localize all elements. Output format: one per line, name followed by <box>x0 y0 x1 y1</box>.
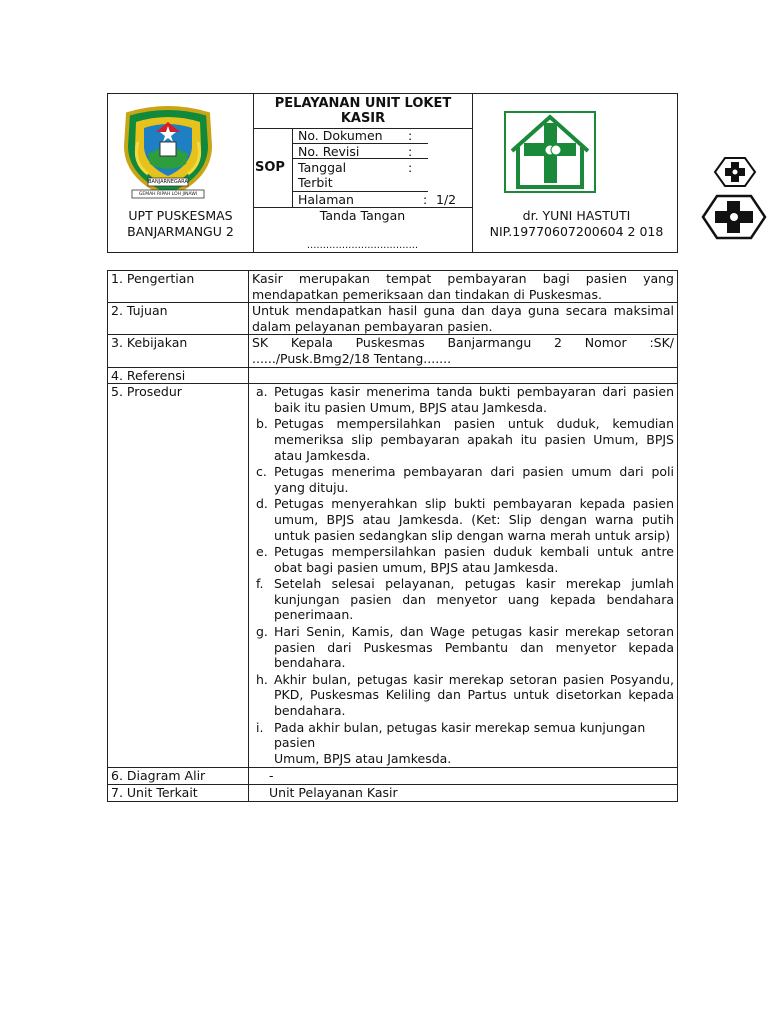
field-halaman-sep: : <box>423 192 428 207</box>
row-label: 7. Unit Terkait <box>108 785 249 802</box>
field-halaman-label: Halaman <box>298 192 354 207</box>
row-text: Kasir merupakan tempat pembayaran bagi pasien yang mendapatkan pemeriksaan dan tindakan di Puskesmas. <box>249 271 678 303</box>
table-row <box>108 335 678 367</box>
list-item: e. Petugas mempersilahkan pasien duduk kembali untuk antre obat bagi pasien umum, BPJS atau Jamkesda. <box>256 544 674 575</box>
logo-banner-text: BANJARNEGARA <box>148 179 188 185</box>
list-item: d. Petugas menyerahkan slip bukti pembayaran kepada pasien umum, BPJS atau Jamkesda. (Ket: Slip dengan warna putih untuk pasien sedangkan slip dengan warna merah untuk arsip) <box>256 496 674 543</box>
signer-nip: NIP.19770607200604 2 018 <box>489 224 664 239</box>
puskesmas-small-icon <box>713 155 757 192</box>
sop-label: SOP <box>255 160 285 175</box>
logo-motto-text: GEMAH RIPAH LOH JINAWI <box>138 192 198 197</box>
field-tanggal-terbit-sep: : <box>408 160 413 175</box>
row-label: 6. Diagram Alir <box>108 768 249 785</box>
list-item: g. Hari Senin, Kamis, dan Wage petugas kasir merekap setoran pasien dari Puskesmas Pembantu dan menyetor kepada bendahara. <box>256 624 674 671</box>
row-text: Unit Pelayanan Kasir <box>249 785 678 802</box>
field-halaman-value: 1/2 <box>436 192 457 207</box>
list-item: i. Pada akhir bulan, petugas kasir merekap semua kunjungan pasien Umum, BPJS atau Jamkesda. <box>256 719 646 766</box>
table-row <box>108 367 678 384</box>
row-label: 3. Kebijakan <box>108 335 249 367</box>
puskesmas-logo <box>504 111 596 193</box>
row-text <box>249 367 678 384</box>
procedure-list <box>255 384 674 766</box>
field-no-dokumen-sep: : <box>408 128 413 143</box>
list-item: a. Petugas kasir menerima tanda bukti pembayaran dari pasien baik itu pasien Umum, BPJS atau Jamkesda. <box>256 384 674 415</box>
table-row <box>108 303 678 335</box>
signature-label: Tanda Tangan <box>319 208 406 223</box>
sop-header <box>107 93 678 253</box>
signature-line: ................................... <box>306 240 419 251</box>
row-text: SK Kepala Puskesmas Banjarmangu 2 Nomor :SK/ ....../Pusk.Bmg2/18 Tentang....... <box>249 335 678 367</box>
table-row <box>108 785 678 802</box>
banjarnegara-regency-logo <box>114 102 222 202</box>
org-name-line2: BANJARMANGU 2 <box>127 224 234 239</box>
list-item: c. Petugas menerima pembayaran dari pasien umum dari poli yang dituju. <box>256 464 674 495</box>
row-label: 5. Prosedur <box>108 384 249 768</box>
procedure-cell <box>249 384 678 768</box>
sop-title: PELAYANAN UNIT LOKET KASIR <box>274 96 452 126</box>
row-label: 1. Pengertian <box>108 271 249 303</box>
field-no-dokumen-label: No. Dokumen <box>298 128 383 143</box>
list-item: b. Petugas mempersilahkan pasien untuk duduk, kemudian memeriksa slip pembayaran apakah itu pasien Umum, BPJS atau Jamkesda. <box>256 416 674 463</box>
field-no-revisi-label: No. Revisi <box>298 144 360 159</box>
org-name-line1: UPT PUSKESMAS <box>128 208 233 223</box>
list-item: h. Akhir bulan, petugas kasir merekap setoran pasien Posyandu, PKD, Puskesmas Keliling dan Partus untuk disetorkan kepada bendahara. <box>256 671 674 719</box>
table-row <box>108 271 678 303</box>
row-label: 2. Tujuan <box>108 303 249 335</box>
row-label: 4. Referensi <box>108 367 249 384</box>
table-row <box>108 384 678 768</box>
signer-name: dr. YUNI HASTUTI <box>522 208 631 223</box>
field-tanggal-terbit-label: Tanggal Terbit <box>298 160 347 190</box>
puskesmas-large-icon <box>701 193 767 244</box>
field-no-revisi-sep: : <box>408 144 413 159</box>
sop-content-table <box>107 270 678 802</box>
list-item: f. Setelah selesai pelayanan, petugas kasir merekap jumlah kunjungan pasien dan menyetor uang kepada bendahara penerimaan. <box>256 576 674 623</box>
row-text: Untuk mendapatkan hasil guna dan daya guna secara maksimal dalam pelayanan pembayaran pasien. <box>249 303 678 335</box>
row-text: - <box>249 768 678 785</box>
table-row <box>108 768 678 785</box>
